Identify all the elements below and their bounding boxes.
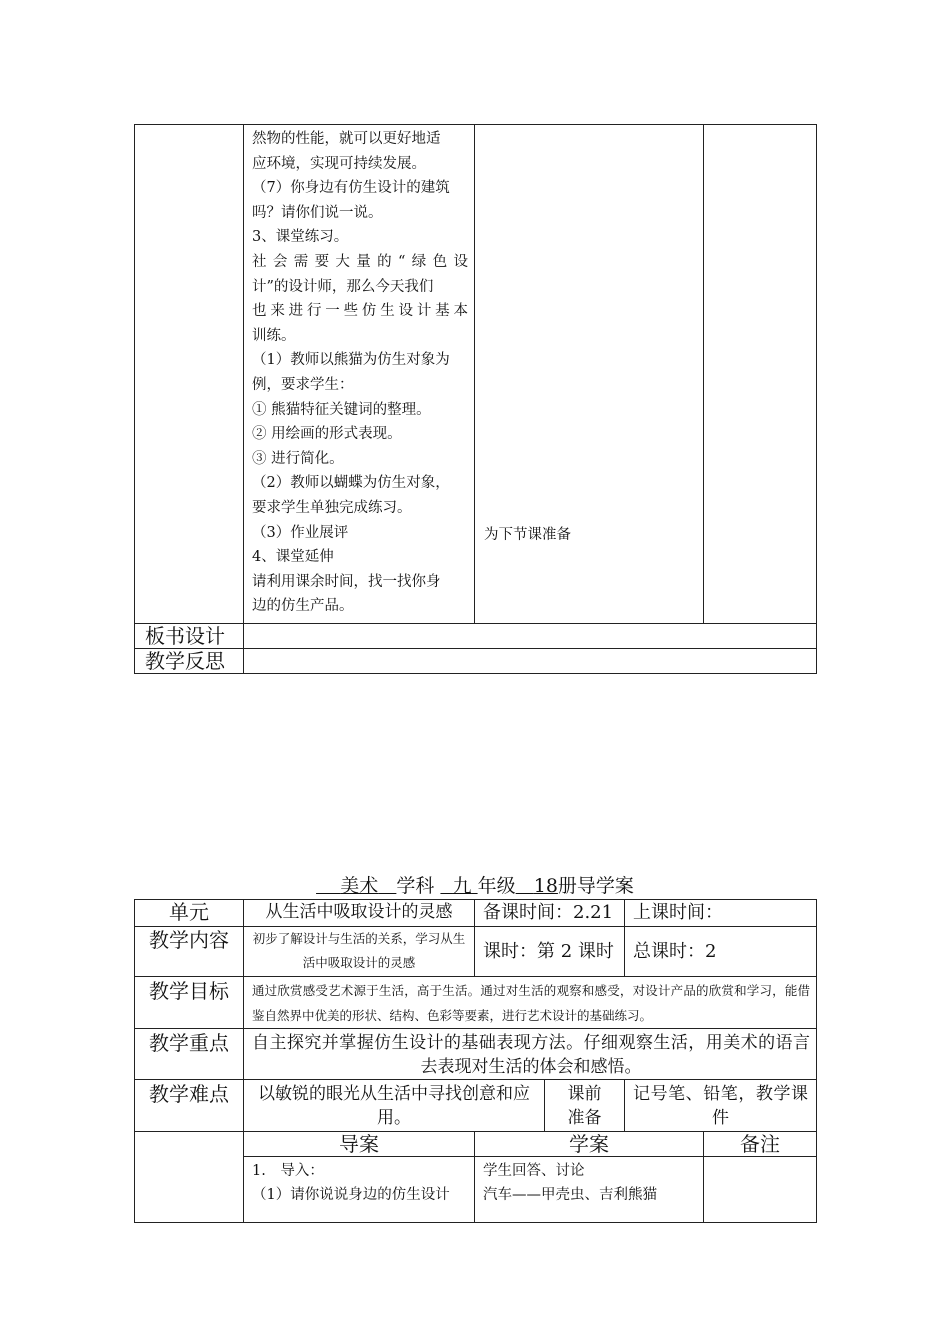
reflection-label: 教学反思 bbox=[135, 649, 244, 674]
text-line: ① 熊猫特征关键词的整理。 bbox=[252, 401, 431, 418]
text-line: 1. 导入： bbox=[252, 1163, 324, 1179]
text-line: （1）请你说说身边的仿生设计 bbox=[252, 1187, 450, 1203]
empty-label-cell bbox=[135, 1132, 244, 1223]
text-line: 也来进行一些仿生设计基本 bbox=[252, 303, 468, 320]
grade-suffix: 年级 bbox=[477, 875, 516, 897]
grade: 九 bbox=[452, 875, 472, 897]
content-label: 教学内容 bbox=[135, 927, 244, 977]
goal-label: 教学目标 bbox=[135, 977, 244, 1029]
lesson-continuation-table bbox=[134, 124, 817, 674]
text-line: 然物的性能，就可以更好地适 bbox=[252, 131, 441, 147]
study-note: 为下节课准备 bbox=[484, 527, 571, 543]
doc-title bbox=[134, 874, 816, 898]
total-periods: 总课时：2 bbox=[625, 927, 817, 977]
lesson-plan-table bbox=[134, 899, 817, 1223]
text-line: 要求学生单独完成练习。 bbox=[252, 499, 412, 516]
subject: 美术 bbox=[340, 875, 379, 897]
text-line: 学生回答、讨论 bbox=[483, 1163, 585, 1179]
key-label: 教学重点 bbox=[135, 1029, 244, 1080]
col-study: 学案 bbox=[475, 1132, 704, 1157]
guide-lines bbox=[252, 127, 468, 619]
text-line: 边的仿生产品。 bbox=[252, 598, 354, 615]
reflection-cell bbox=[244, 649, 817, 674]
study-lines bbox=[483, 1159, 697, 1207]
text-line: （3）作业展评 bbox=[252, 524, 349, 541]
difficulty-label: 教学难点 bbox=[135, 1080, 244, 1132]
text-line: 社会需要大量的“绿色设 bbox=[252, 253, 468, 270]
text-line: 例，要求学生： bbox=[252, 376, 354, 393]
unit-label: 单元 bbox=[135, 900, 244, 927]
volume-suffix: 册导学案 bbox=[557, 875, 634, 897]
period: 课时：第 2 课时 bbox=[475, 927, 625, 977]
board-design-cell bbox=[244, 624, 817, 649]
class-time: 上课时间： bbox=[625, 900, 817, 927]
subject-suffix: 学科 bbox=[396, 875, 435, 897]
unit-value: 从生活中吸取设计的灵感 bbox=[244, 900, 475, 927]
text-line: （7）你身边有仿生设计的建筑 bbox=[252, 180, 450, 197]
text-line: 4、课堂延伸 bbox=[252, 549, 334, 566]
text-line: 汽车——甲壳虫、吉利熊猫 bbox=[483, 1187, 657, 1203]
col-guide: 导案 bbox=[244, 1132, 475, 1157]
key-value: 自主探究并掌握仿生设计的基础表现方法。仔细观察生活，用美术的语言去表现对生活的体会和感悟。 bbox=[244, 1029, 817, 1080]
prep-label: 课前准备 bbox=[545, 1080, 625, 1132]
text-line: 请利用课余时间，找一找你身 bbox=[252, 573, 441, 590]
text-line: （2）教师以蝴蝶为仿生对象， bbox=[252, 475, 450, 492]
text-line: ② 用绘画的形式表现。 bbox=[252, 426, 402, 443]
text-line: 应环境，实现可持续发展。 bbox=[252, 155, 426, 172]
text-line: 3、课堂练习。 bbox=[252, 229, 349, 246]
col-note: 备注 bbox=[704, 1132, 817, 1157]
text-line: 训练。 bbox=[252, 327, 296, 344]
text-line: 计”的设计师，那么今天我们 bbox=[252, 278, 434, 295]
study-cell bbox=[475, 1157, 704, 1223]
text-line: ③ 进行简化。 bbox=[252, 450, 344, 467]
volume: 18 bbox=[533, 875, 558, 897]
guide-lines bbox=[252, 1159, 468, 1207]
guide-cell bbox=[244, 125, 475, 624]
goal-value: 通过欣赏感受艺术源于生活，高于生活。通过对生活的观察和感受，对设计产品的欣赏和学习，能借鉴自然界中优美的形状、结构、色彩等要素，进行艺术设计的基础练习。 bbox=[244, 977, 817, 1029]
note-cell bbox=[704, 125, 817, 624]
content-value: 初步了解设计与生活的关系，学习从生活中吸取设计的灵感 bbox=[244, 927, 475, 977]
guide-cell bbox=[244, 1157, 475, 1223]
note-cell bbox=[704, 1157, 817, 1223]
empty-label-cell bbox=[135, 125, 244, 624]
prep-value: 记号笔、铅笔，教学课件 bbox=[625, 1080, 817, 1132]
text-line: 吗？请你们说一说。 bbox=[252, 204, 383, 221]
prep-time: 备课时间：2.21 bbox=[475, 900, 625, 927]
text-line: （1）教师以熊猫为仿生对象为 bbox=[252, 352, 450, 369]
study-cell bbox=[475, 125, 704, 624]
difficulty-value: 以敏锐的眼光从生活中寻找创意和应用。 bbox=[244, 1080, 545, 1132]
board-design-label: 板书设计 bbox=[135, 624, 244, 649]
